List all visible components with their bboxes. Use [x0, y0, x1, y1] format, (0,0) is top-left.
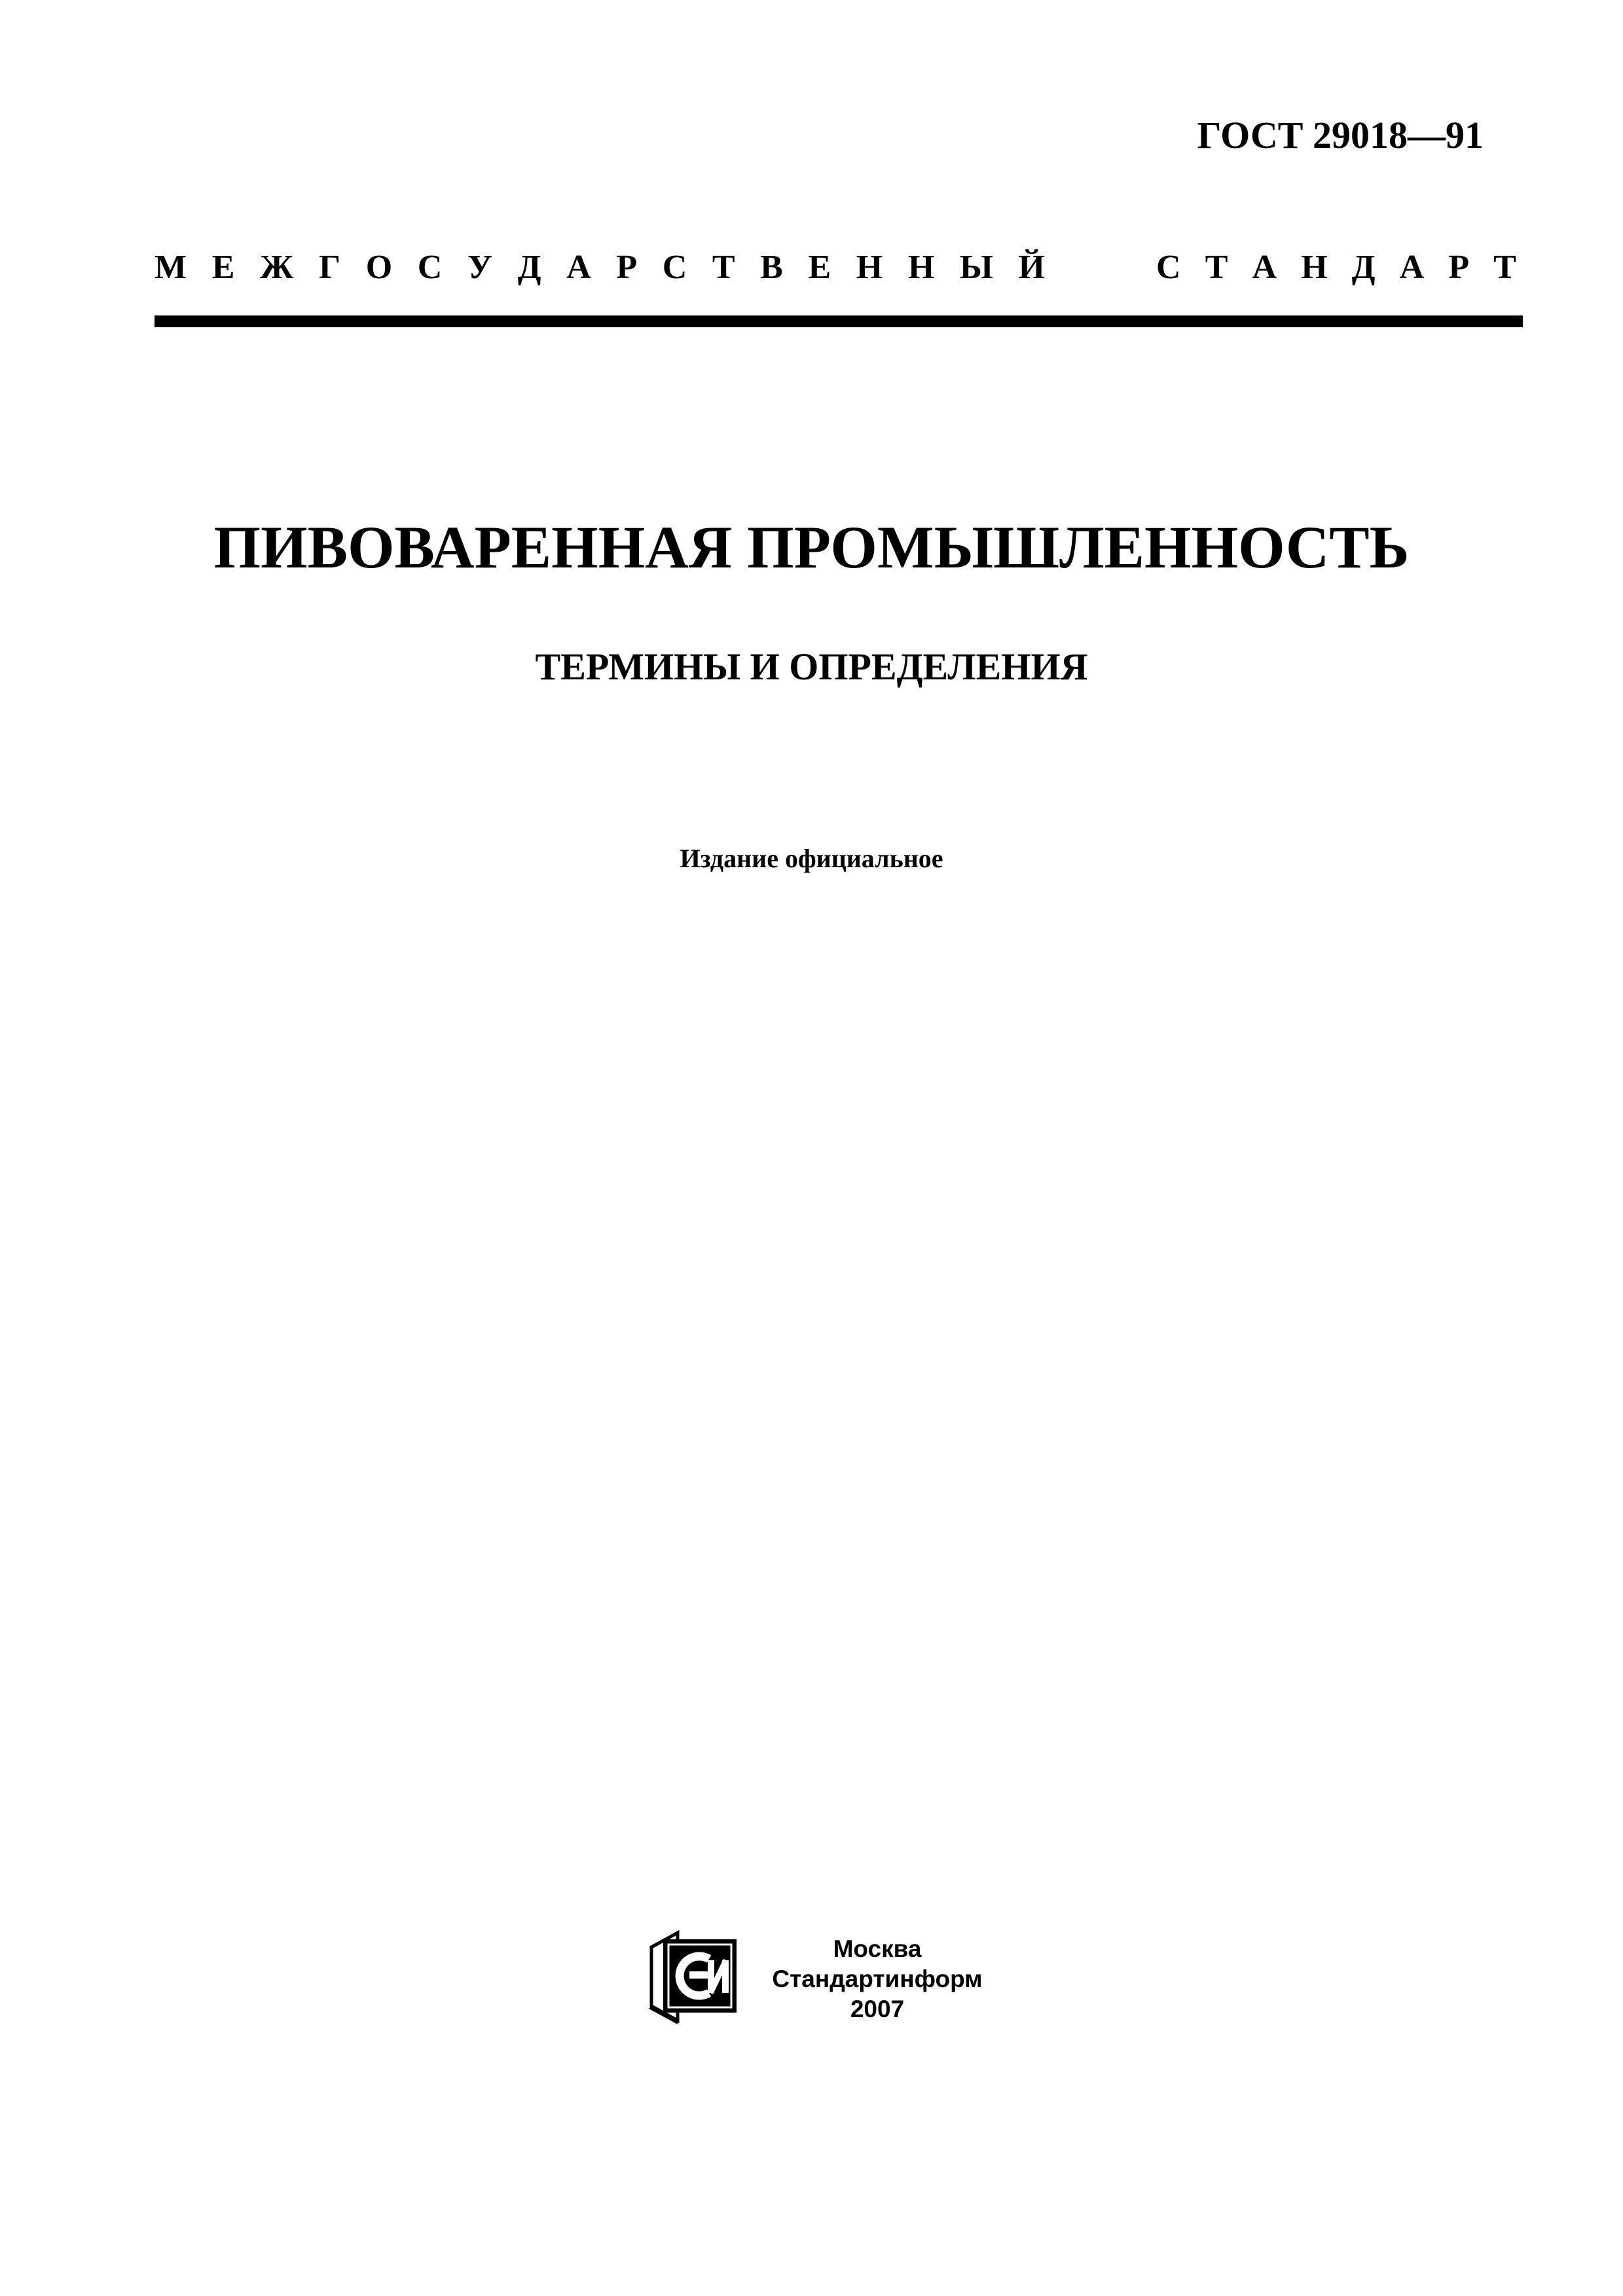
category-word-standard — [1156, 251, 1516, 285]
header-letter: Г — [319, 249, 341, 286]
document-title: ПИВОВАРЕННАЯ ПРОМЫШЛЕННОСТЬ — [213, 514, 1410, 581]
standard-category-header — [155, 251, 1516, 285]
header-letter: Й — [1018, 249, 1045, 286]
header-letter: Р — [1448, 249, 1470, 286]
header-letter: А — [1252, 249, 1277, 286]
header-letter: С — [1156, 249, 1181, 286]
header-letter: С — [662, 249, 687, 286]
header-letter: М — [155, 249, 187, 286]
header-letter: У — [467, 249, 493, 286]
header-letter: С — [417, 249, 443, 286]
publication-year: 2007 — [850, 1996, 905, 2022]
header-letter: Е — [211, 249, 235, 286]
header-letter: Д — [1351, 249, 1376, 286]
header-letter: Н — [907, 249, 935, 286]
header-letter: Н — [856, 249, 883, 286]
header-letter: Р — [616, 249, 638, 286]
publisher-city: Москва — [833, 1935, 922, 1962]
header-letter: Ж — [260, 249, 294, 286]
logo-graphic — [645, 1928, 743, 2026]
document-subtitle: ТЕРМИНЫ И ОПРЕДЕЛЕНИЯ — [535, 645, 1088, 688]
header-letter: Т — [712, 249, 735, 286]
header-letter: А — [566, 249, 591, 286]
standartinform-logo-icon — [645, 1928, 743, 2026]
header-letter: Н — [1301, 249, 1328, 286]
edition-label: Издание официальное — [680, 844, 943, 873]
category-word-interstate — [155, 251, 1045, 285]
header-letter: О — [365, 249, 393, 286]
header-letter: В — [760, 249, 783, 286]
header-divider — [155, 315, 1523, 327]
header-letter: Т — [1493, 249, 1516, 286]
header-letter: Д — [517, 249, 541, 286]
header-letter: Ы — [959, 249, 993, 286]
publisher-info — [766, 1934, 989, 2024]
header-letter: А — [1399, 249, 1425, 286]
document-number: ГОСТ 29018—91 — [1197, 114, 1484, 156]
header-letter: Т — [1205, 249, 1228, 286]
header-letter: Е — [808, 249, 831, 286]
publisher-name: Стандартинформ — [772, 1965, 983, 1992]
